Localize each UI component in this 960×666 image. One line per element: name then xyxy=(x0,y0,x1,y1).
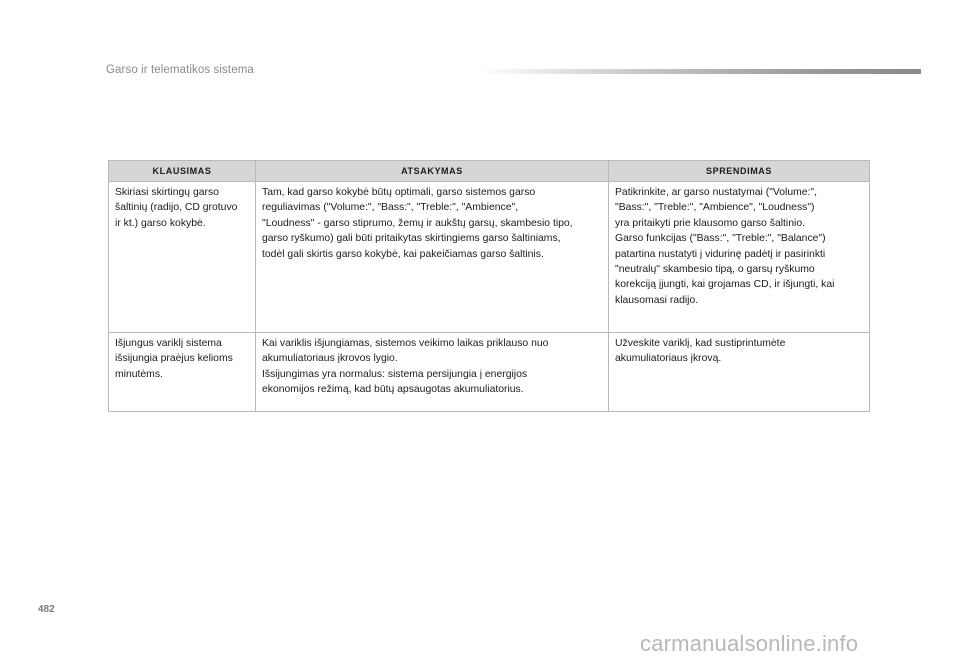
column-header-solution: SPRENDIMAS xyxy=(609,161,870,182)
column-header-question: KLAUSIMAS xyxy=(109,161,256,182)
solution-text: Užveskite variklį, kad sustiprintumėte akumuliatoriaus įkrovą. xyxy=(615,338,786,365)
answer-text: Kai variklis išjungiamas, sistemos veikimo laikas priklauso nuo akumuliatoriaus įkrovos lygio. Išsijungimas yra normalus: sistema persijungia į energijos ekonomijos režimą, kad būtų apsaugotas akumuliatorius. xyxy=(262,338,549,396)
table-row xyxy=(109,333,870,412)
table-cell-answer xyxy=(256,182,609,333)
table-cell-solution xyxy=(609,182,870,333)
question-text: Skiriasi skirtingų garso šaltinių (radijo, CD grotuvo ir kt.) garso kokybė. xyxy=(115,187,238,229)
table-row xyxy=(109,182,870,333)
page-number: 482 xyxy=(38,604,55,615)
column-header-answer: ATSAKYMAS xyxy=(256,161,609,182)
table-cell-question xyxy=(109,182,256,333)
table-cell-solution xyxy=(609,333,870,412)
question-text: Išjungus variklį sistema išsijungia praėjus kelioms minutėms. xyxy=(115,338,233,380)
header-rule xyxy=(480,69,921,74)
troubleshooting-table xyxy=(108,160,870,412)
solution-text: Patikrinkite, ar garso nustatymai ("Volume:", "Bass:", "Treble:", "Ambience", "Loudness") yra pritaikyti prie klausomo garso šaltinio. Garso funkcijas ("Bass:", "Treble:", "Balance") patartina nustatyti į vidurinę padėtį ir pasirinkti "neutralų" skambesio tipą, o garsų ryškumo korekciją įjungti, kai grojamas CD, ir išjungti, kai klausomasi radijo. xyxy=(615,187,835,306)
answer-text: Tam, kad garso kokybė būtų optimali, garso sistemos garso reguliavimas ("Volume:", "Bass:", "Treble:", "Ambience", "Loudness" - garso stiprumo, žemų ir aukštų garsų, skambesio tipo, garso ryškumo) gali būti pritaikytas skirtingiems garso šaltiniams, todėl gali skirtis garso kokybė, kai pakeičiamas garso šaltinis. xyxy=(262,187,573,260)
table-header-row xyxy=(109,161,870,182)
watermark: carmanualsonline.info xyxy=(640,631,859,656)
table-cell-answer xyxy=(256,333,609,412)
section-title: Garso ir telematikos sistema xyxy=(106,64,254,76)
table-cell-question xyxy=(109,333,256,412)
